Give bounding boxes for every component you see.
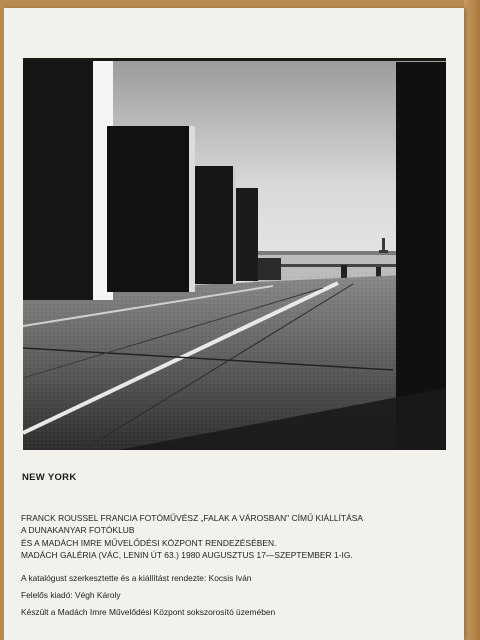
venue-dates-line: MADÁCH GALÉRIA (VÁC, LENIN ÚT 63.) 1980 AUGUSZTUS 17—SZEPTEMBER 1-IG. xyxy=(21,549,353,560)
photograph xyxy=(23,58,446,450)
editor-credit: A katalógust szerkesztette és a kiállítást rendezte: Kocsis Iván xyxy=(21,573,252,583)
exhibition-info xyxy=(21,512,451,561)
organizer-line: A DUNAKANYAR FOTÓKLUB xyxy=(21,525,135,536)
exhibition-title-line: FRANCK ROUSSEL FRANCIA FOTÓMŰVÉSZ „FALAK A VÁROSBAN" CÍMŰ KIÁLLÍTÁSA xyxy=(21,513,364,523)
page-edge xyxy=(464,0,480,640)
publisher-credit: Felelős kiadó: Végh Károly xyxy=(21,590,121,600)
credits xyxy=(21,573,451,624)
printer-credit: Készült a Madách Imre Művelődési Központ sokszorosító üzemében xyxy=(21,607,276,617)
photo-caption: NEW YORK xyxy=(22,472,77,483)
co-organizer-line: ÉS A MADÁCH IMRE MŰVELŐDÉSI KÖZPONT RENDEZÉSÉBEN. xyxy=(21,537,277,548)
